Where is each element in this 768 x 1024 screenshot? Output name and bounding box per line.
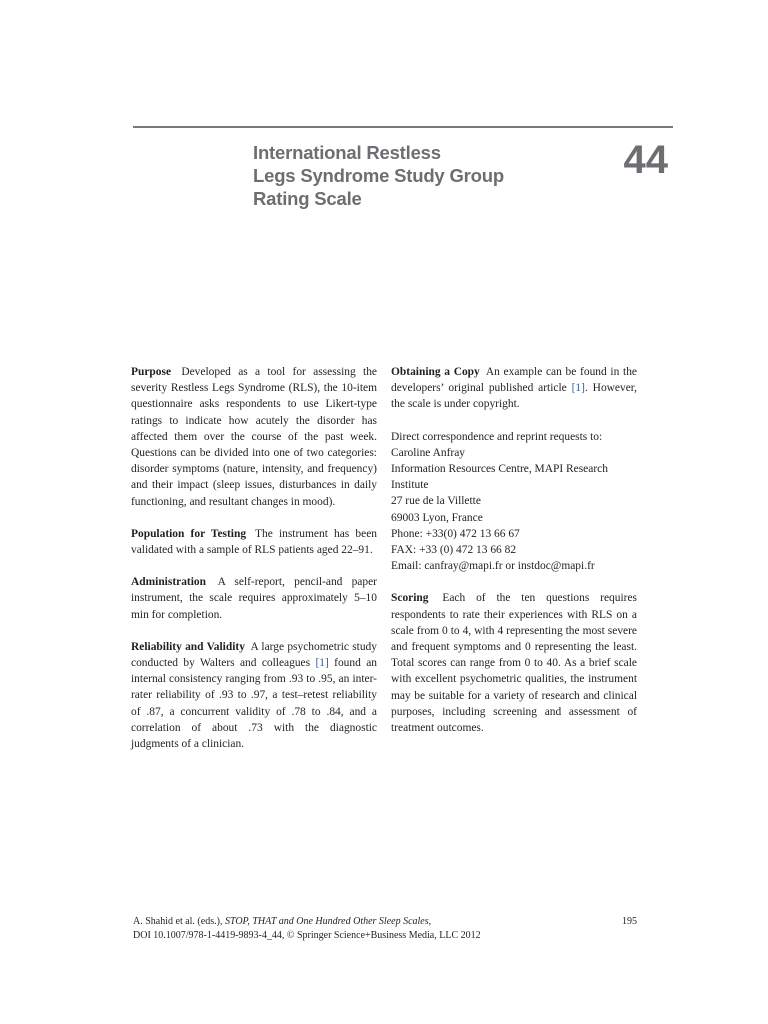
correspondence-email: Email: canfray@mapi.fr or instdoc@mapi.fr (391, 560, 595, 573)
correspondence-phone: Phone: +33(0) 472 13 66 67 (391, 527, 520, 540)
obtaining-heading: Obtaining a Copy (391, 366, 480, 378)
scoring-heading: Scoring (391, 592, 429, 605)
scoring-text: Each of the ten questions requires respondents to rate their experiences with RLS on a scale from 0 to 4, with 4 representing the most severe and frequent symptoms and 0 representing the least. Total scores can range from 0 to 40. As a brief scale with excellent psychometric qualities, the instrument may be suitable for a variety of research and clinical purposes, including screening and assessment of treatment outcomes. (391, 592, 637, 735)
purpose-text: Developed as a tool for assessing the severity Restless Legs Syndrome (RLS), the 10-item questionnaire asks respondents to use Likert-type ratings to indicate how acutely the disorder has affected them over the course of the past week. Questions can be divided into one of two categories: disorder symptoms (nature, intensity, and frequency) and their impact (sleep issues, disturbances in daily functioning, and resultant changes in mood). (131, 366, 377, 508)
left-column (131, 364, 377, 768)
population-section (131, 526, 377, 558)
correspondence-city: 69003 Lyon, France (391, 511, 483, 524)
scoring-section (391, 590, 637, 736)
reliability-citation-link[interactable]: [1] (315, 657, 329, 670)
purpose-section (131, 364, 377, 510)
page-footer (133, 915, 637, 943)
page-number: 195 (622, 916, 637, 927)
footer-citation-prefix: A. Shahid et al. (eds.), (133, 916, 223, 927)
obtaining-text-after: . However, the scale is under copyright. (391, 382, 638, 411)
administration-text: A self-report, pencil-and paper instrument, the scale requires approximately 5–10 min for completion. (131, 576, 377, 621)
reliability-section (131, 639, 377, 752)
correspondence-intro: Direct correspondence and reprint requests to: (391, 430, 603, 443)
footer-book-title: STOP, THAT and One Hundred Other Sleep Scales, (224, 916, 432, 927)
population-heading: Population for Testing (131, 527, 247, 540)
reliability-text-before: A large psychometric study conducted by Walters and colleagues (131, 640, 377, 670)
correspondence-block (391, 429, 637, 575)
right-column (391, 364, 637, 752)
correspondence-name: Caroline Anfray (391, 446, 466, 459)
obtaining-section (391, 364, 637, 413)
obtaining-text-before: An example can be found in the developers’ original published article (391, 366, 637, 395)
footer-doi: DOI 10.1007/978-1-4419-9893-4_44, © Springer Science+Business Media, LLC 2012 (133, 930, 481, 941)
chapter-title (253, 141, 583, 210)
chapter-title-line: Rating Scale (253, 188, 362, 209)
administration-heading: Administration (131, 576, 206, 589)
reliability-text-after: found an internal consistency ranging from .93 to .95, an inter-rater reliability of .93 to .97, a test–retest reliability of .87, a concurrent validity of .78 to .84, and a correlation of about .73 with the diagnostic judgments of a clinician. (131, 657, 377, 751)
chapter-title-line: Legs Syndrome Study Group (253, 165, 504, 186)
administration-section (131, 574, 377, 623)
correspondence-organization: Information Resources Centre, MAPI Research Institute (391, 463, 608, 492)
chapter-title-line: International Restless (253, 142, 441, 163)
obtaining-citation-link[interactable]: [1] (571, 382, 585, 395)
footer-citation (133, 915, 637, 929)
correspondence-fax: FAX: +33 (0) 472 13 66 82 (391, 544, 517, 557)
chapter-number: 44 (623, 138, 668, 182)
correspondence-street: 27 rue de la Villette (391, 495, 481, 508)
top-rule (133, 126, 673, 128)
population-text: The instrument has been validated with a sample of RLS patients aged 22–91. (131, 527, 378, 557)
reliability-heading: Reliability and Validity (131, 640, 245, 653)
purpose-heading: Purpose (131, 366, 172, 378)
